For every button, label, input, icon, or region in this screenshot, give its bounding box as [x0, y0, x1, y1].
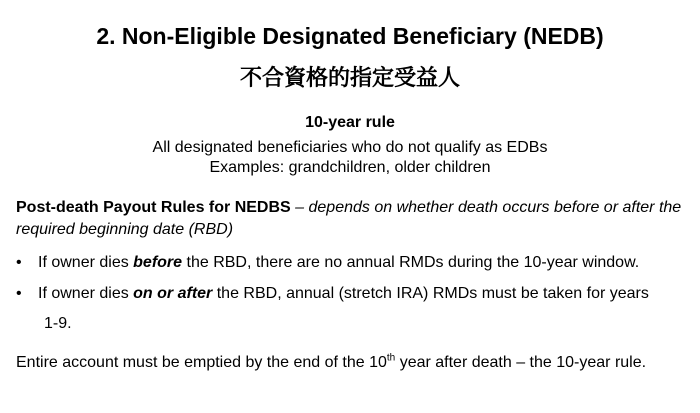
bullet-continuation: 1-9. [44, 315, 72, 332]
bullet-text [38, 252, 688, 274]
rule-heading: 10-year rule [305, 114, 395, 131]
bullet-text-pre: If owner dies [38, 254, 134, 271]
bullet-emphasis: before [133, 254, 183, 271]
bullet-text [38, 283, 688, 305]
bullet-text-post: the RBD, annual (stretch IRA) RMDs must be taken for years [212, 285, 649, 302]
bullet-marker: • [16, 254, 22, 271]
footer-superscript: th [386, 352, 396, 364]
footer-text-post: year after death – the 10-year rule. [395, 354, 647, 371]
footer-text-pre: Entire account must be emptied by the end of the 10 [16, 354, 387, 371]
ten-year-rule-footer [16, 352, 696, 374]
bullet-text-post: the RBD, there are no annual RMDs during the 10-year window. [182, 254, 640, 271]
rule-examples: Examples: grandchildren, older children [209, 159, 491, 176]
slide-title: 2. Non-Eligible Designated Beneficiary (NEDB) [96, 23, 604, 49]
bullet-text-pre: If owner dies [38, 285, 134, 302]
bullet-marker: • [16, 285, 22, 302]
chinese-subtitle: 不合資格的指定受益人 [239, 66, 460, 91]
payout-rules-paragraph [16, 197, 686, 241]
rule-description: All designated beneficiaries who do not qualify as EDBs [152, 139, 548, 156]
payout-rules-note: – depends on whether death occurs before or after the required beginning date (RBD) [16, 199, 682, 238]
bullet-emphasis: on or after [133, 285, 213, 302]
payout-rules-heading: Post-death Payout Rules for NEDBS [16, 199, 291, 216]
